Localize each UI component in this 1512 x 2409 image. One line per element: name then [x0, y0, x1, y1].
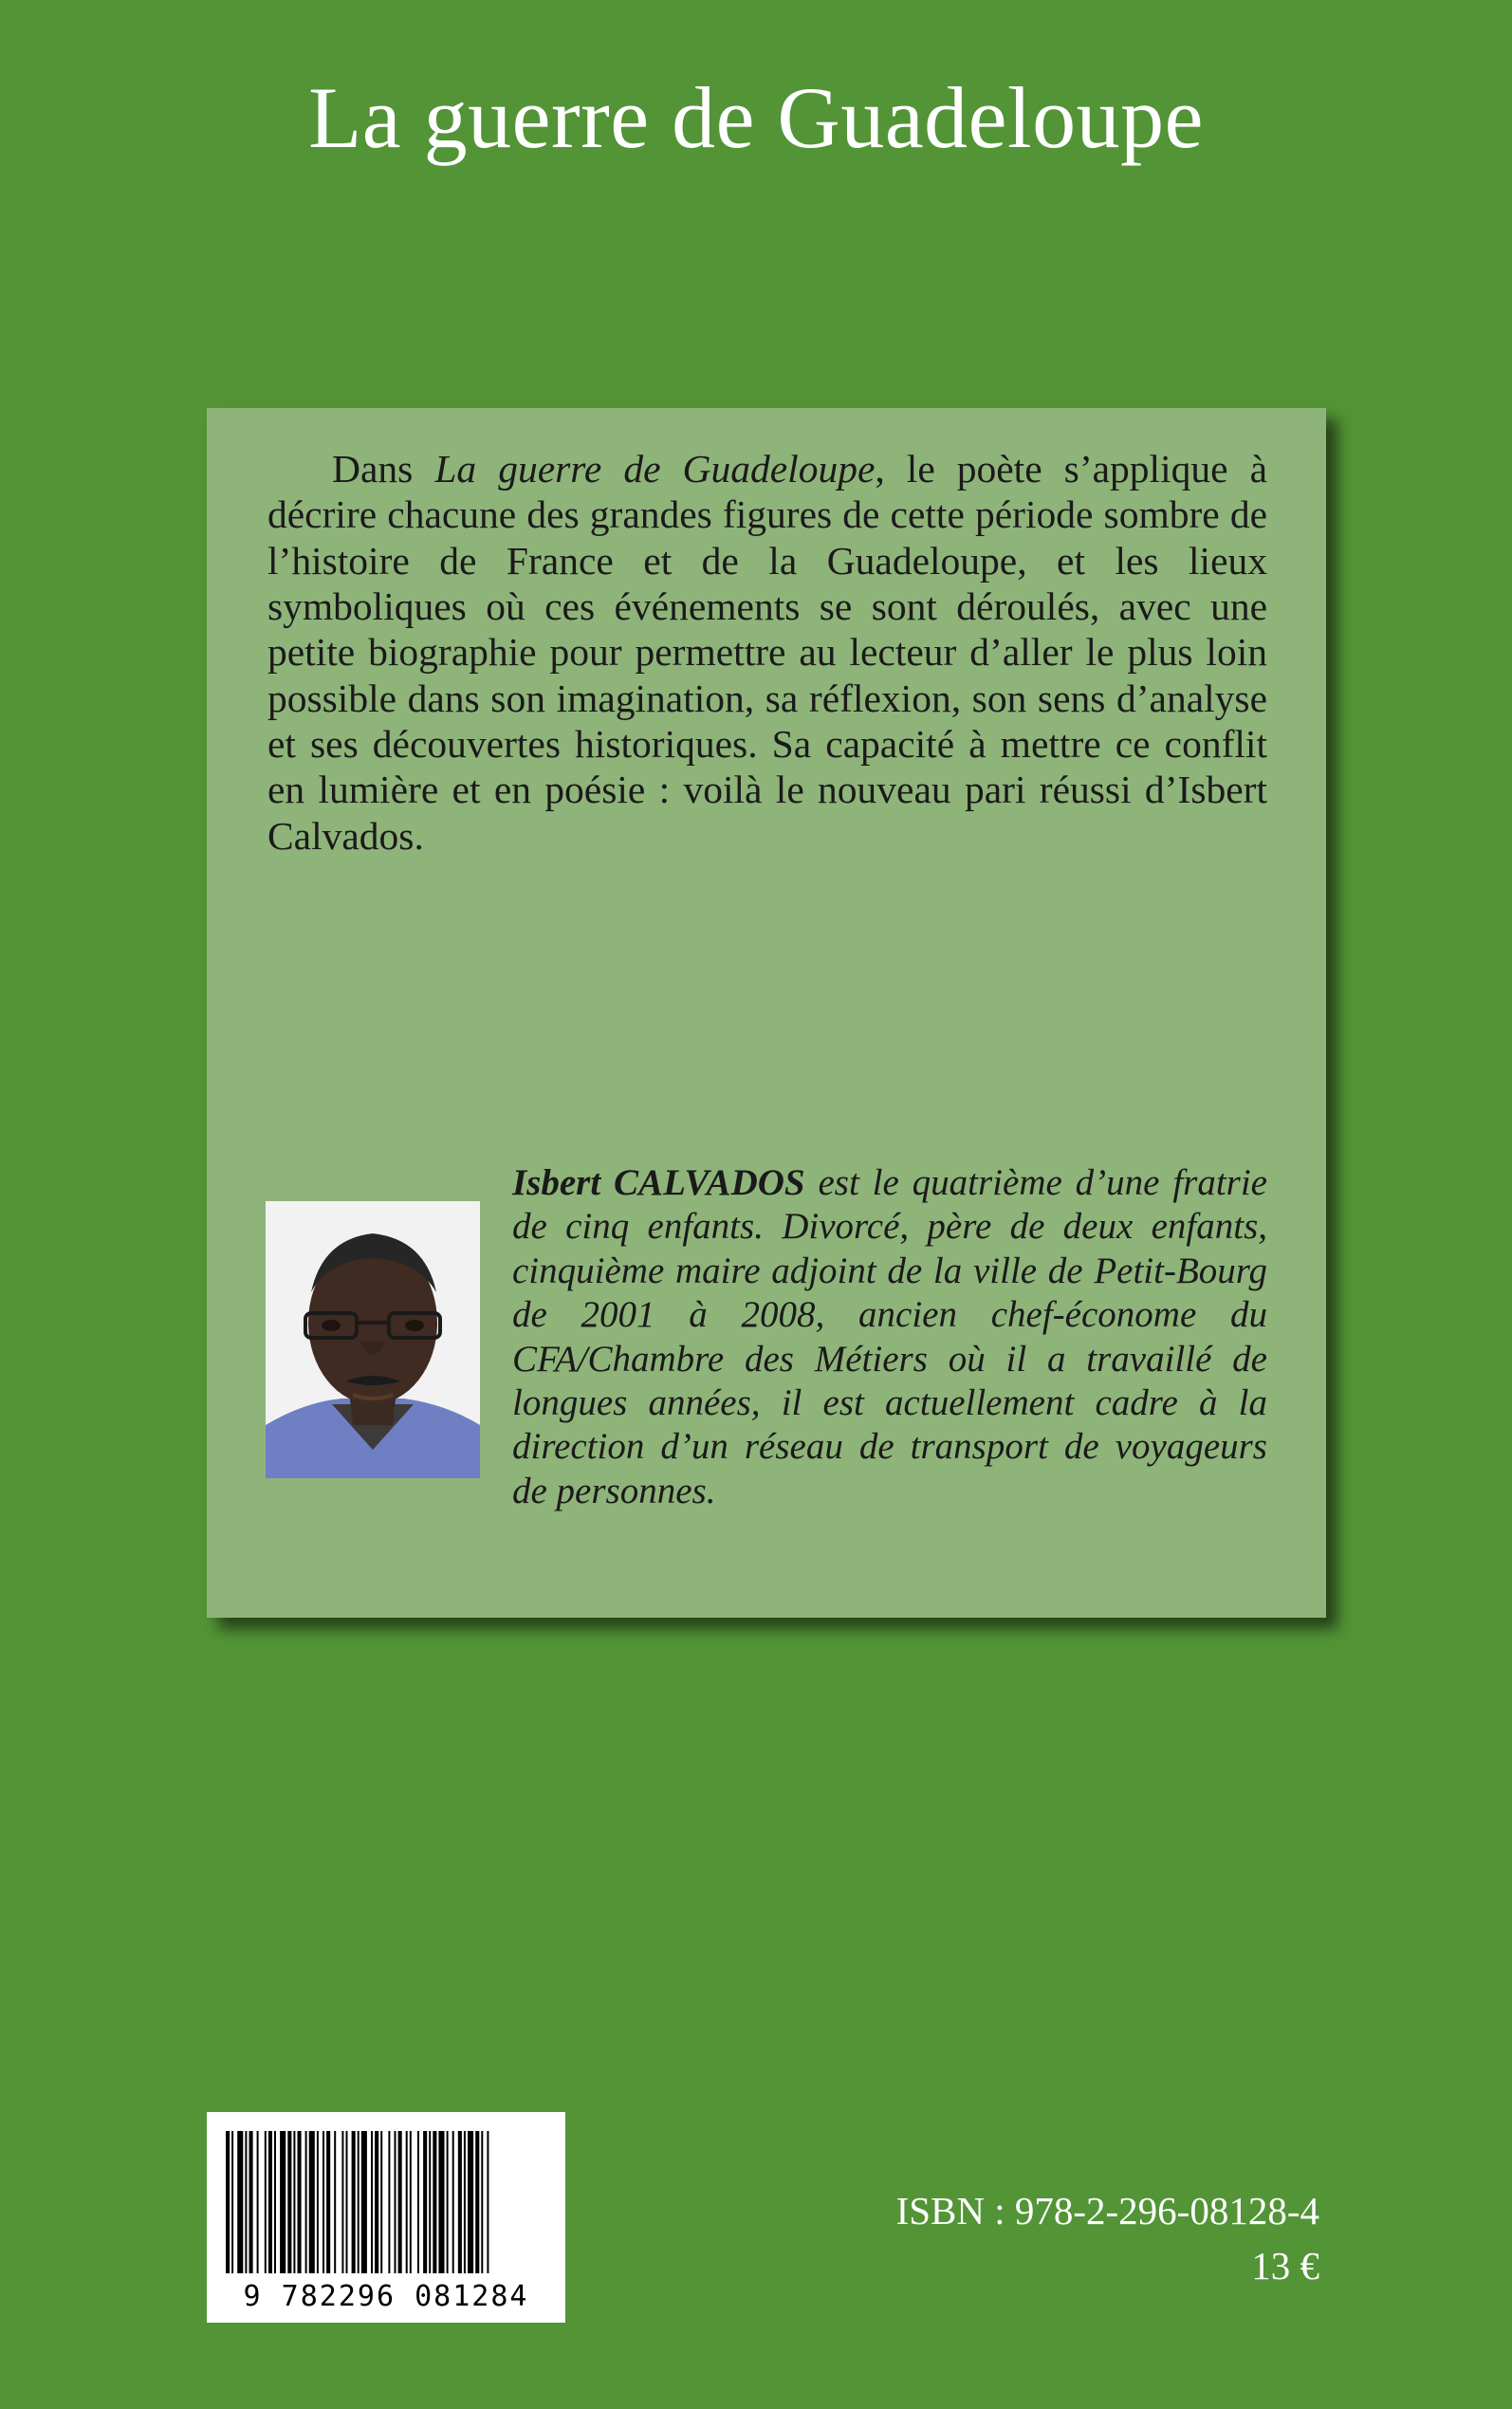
barcode-bar: [346, 2131, 348, 2273]
barcode-bar: [398, 2131, 402, 2273]
barcode-bar: [231, 2131, 233, 2273]
barcode-bar: [429, 2131, 431, 2273]
barcode-bar: [361, 2131, 367, 2273]
author-bio: [512, 1161, 1267, 1513]
barcode-bar: [280, 2131, 286, 2273]
barcode: [207, 2112, 565, 2323]
barcode-bar: [380, 2131, 382, 2273]
barcode-bar: [245, 2131, 247, 2273]
barcode-bar: [410, 2131, 412, 2273]
barcode-bar: [375, 2131, 378, 2273]
barcode-bar: [249, 2131, 253, 2273]
barcode-bar: [395, 2131, 396, 2273]
barcode-bar: [481, 2131, 483, 2273]
barcode-bar: [358, 2131, 360, 2273]
barcode-bar: [265, 2131, 267, 2273]
barcode-bar: [464, 2131, 466, 2273]
barcode-bar: [237, 2131, 243, 2273]
barcode-bars: [224, 2131, 548, 2273]
barcode-bar: [323, 2131, 324, 2273]
barcode-bar: [388, 2131, 390, 2273]
author-name: Isbert CALVADOS: [512, 1162, 805, 1203]
blurb-book-title: La guerre de Guadeloupe: [434, 447, 876, 491]
barcode-bar: [371, 2131, 373, 2273]
barcode-bar: [341, 2131, 343, 2273]
barcode-bar: [326, 2131, 330, 2273]
barcode-bar: [433, 2131, 436, 2273]
barcode-bar: [423, 2131, 427, 2273]
barcode-bar: [468, 2131, 473, 2273]
barcode-bar: [334, 2131, 336, 2273]
barcode-bar: [305, 2131, 307, 2273]
barcode-bar: [287, 2131, 291, 2273]
barcode-bar: [438, 2131, 444, 2273]
blurb-intro: Dans: [332, 447, 435, 491]
blurb-text: [267, 446, 1267, 859]
barcode-bar: [458, 2131, 462, 2273]
barcode-bar: [475, 2131, 479, 2273]
back-cover-panel: [207, 408, 1326, 1618]
barcode-digits: 9 782296 081284: [243, 2280, 529, 2313]
barcode-bar: [309, 2131, 315, 2273]
barcode-bar: [406, 2131, 408, 2273]
author-bio-text: est le quatrième d’une fratrie de cinq enfants. Divorcé, père de deux enfants, cinquième maire adjoint de la ville de Petit-Bourg de 2001 à 2008, ancien chef-économe du CFA/Chambre des Métiers où il a travaillé de longues années, il est actuellement cadre à la direction d’un réseau de transport de voyageurs de personnes.: [512, 1162, 1267, 1511]
isbn-number: ISBN : 978-2-296-08128-4: [895, 2189, 1319, 2233]
barcode-bar: [352, 2131, 356, 2273]
barcode-bar: [417, 2131, 419, 2273]
barcode-bar: [257, 2131, 259, 2273]
barcode-bar: [274, 2131, 276, 2273]
blurb-body: , le poète s’applique à décrire chacune des grandes figures de cette période sombre de l’histoire de France et de la Guadeloupe, et les lieux symboliques où ces événements se sont déroulés, avec une petite biographie pour permettre au lecteur d’aller le plus loin possible dans son imagination, sa réflexion, son sens d’analyse et ses découvertes historiques. Sa capacité à mettre ce conflit en lumière et en poésie : voilà le nouveau pari réussi d’Isbert Calvados.: [267, 447, 1267, 858]
book-title: La guerre de Guadeloupe: [308, 69, 1204, 166]
barcode-bar: [447, 2131, 449, 2273]
price: 13 €: [1251, 2244, 1319, 2288]
barcode-bar: [487, 2131, 489, 2273]
author-photo: [266, 1201, 480, 1478]
barcode-bar: [317, 2131, 319, 2273]
barcode-bar: [452, 2131, 454, 2273]
barcode-bar: [226, 2131, 230, 2273]
barcode-bar: [293, 2131, 295, 2273]
barcode-bar: [268, 2131, 272, 2273]
barcode-bar: [298, 2131, 302, 2273]
